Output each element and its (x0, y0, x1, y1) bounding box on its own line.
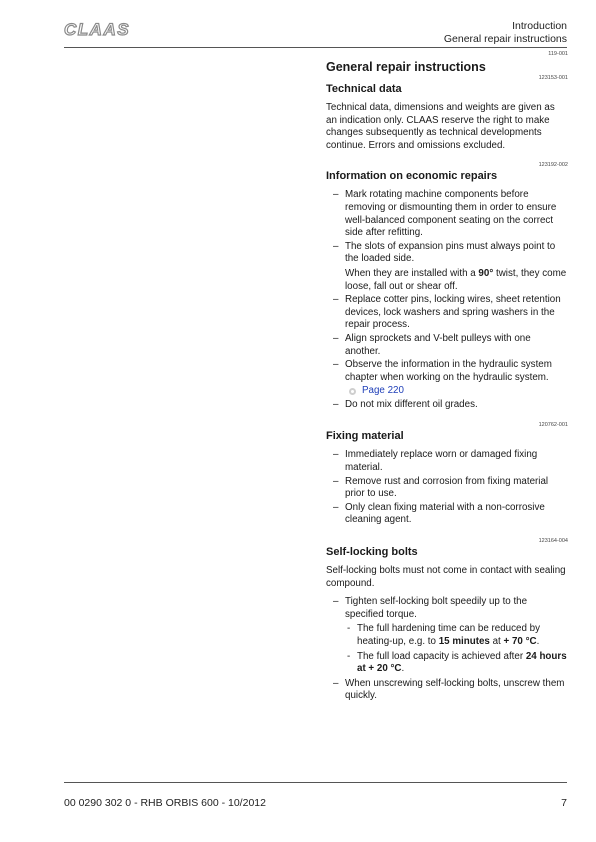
main-column (326, 51, 568, 704)
page-title: General repair instructions (326, 60, 486, 74)
list-item: – When unscrewing self-locking bolts, unscrew them quickly. (326, 678, 568, 703)
page-number: 7 (561, 797, 567, 809)
list-item: – Remove rust and corrosion from fixing material prior to use. (326, 476, 568, 501)
sub-list-item: - The full load capacity is achieved after 24 hours at + 20 °C. (345, 651, 568, 676)
list-item: – Observe the information in the hydraulic system chapter when working on the hydraulic system. Page 220 (326, 359, 568, 398)
list-item: – Align sprockets and V-belt pulleys with one another. (326, 333, 568, 358)
section-heading-technical-data: Technical data (326, 83, 402, 95)
fixing-material-list (326, 449, 568, 527)
page-reference-link[interactable]: Page 220 (362, 385, 404, 397)
list-item: – Replace cotter pins, locking wires, sheet retention devices, lock washers and spring washers in the repair process. (326, 294, 568, 332)
reference-icon (349, 388, 356, 395)
self-locking-list (326, 596, 568, 703)
list-item-note: When they are installed with a 90° twist, they come loose, fall out or shear off. (345, 267, 567, 292)
list-item: – Immediately replace worn or damaged fixing material. (326, 449, 568, 474)
footer-rule (64, 782, 567, 783)
cross-reference (345, 385, 568, 398)
self-locking-text: Self-locking bolts must not come in contact with sealing compound. (326, 565, 566, 589)
economic-repairs-list (326, 189, 568, 411)
list-item: – Tighten self-locking bolt speedily up to the specified torque. - The full hardening time can be reduced by heating-up, e.g. to 15 minutes at + 70 °C. - The full load capacity is achieved after 24 hours at + 20 °C. (326, 596, 568, 676)
section-heading-self-locking-bolts: Self-locking bolts (326, 546, 418, 559)
header-rule (64, 47, 567, 48)
doc-code: 123153-001 (538, 75, 568, 81)
list-item: – Do not mix different oil grades. (326, 399, 568, 412)
sub-list (345, 623, 568, 675)
list-item: – Mark rotating machine components before removing or dismounting them in order to ensure well-balanced component seating on the correct side after refitting. (326, 189, 568, 239)
running-header (444, 20, 567, 45)
section-heading-fixing-material: Fixing material (326, 430, 404, 443)
list-item: – The slots of expansion pins must always point to the loaded side. When they are installed with a 90° twist, they come loose, fall out or shear off. (326, 241, 568, 293)
header-subsection: General repair instructions (443, 32, 567, 45)
document-reference: 00 0290 302 0 - RHB ORBIS 600 - 10/2012 (64, 797, 266, 809)
technical-data-text: Technical data, dimensions and weights are given as an indication only. CLAAS reserve the right to make changes subsequently as technical developments continue. Errors and omissions excluded. (326, 102, 555, 151)
claas-logo: CLAAS (64, 20, 131, 39)
doc-code: 119-001 (548, 51, 568, 57)
doc-code: 123164-004 (538, 538, 568, 545)
list-item: – Only clean fixing material with a non-corrosive cleaning agent. (326, 502, 568, 527)
section-heading-economic-repairs: Information on economic repairs (326, 170, 498, 183)
header-section: Introduction (512, 20, 567, 32)
doc-code: 120762-001 (538, 422, 568, 429)
sub-list-item: - The full hardening time can be reduced by heating-up, e.g. to 15 minutes at + 70 °C. (345, 623, 568, 648)
doc-code: 123192-002 (538, 162, 568, 169)
